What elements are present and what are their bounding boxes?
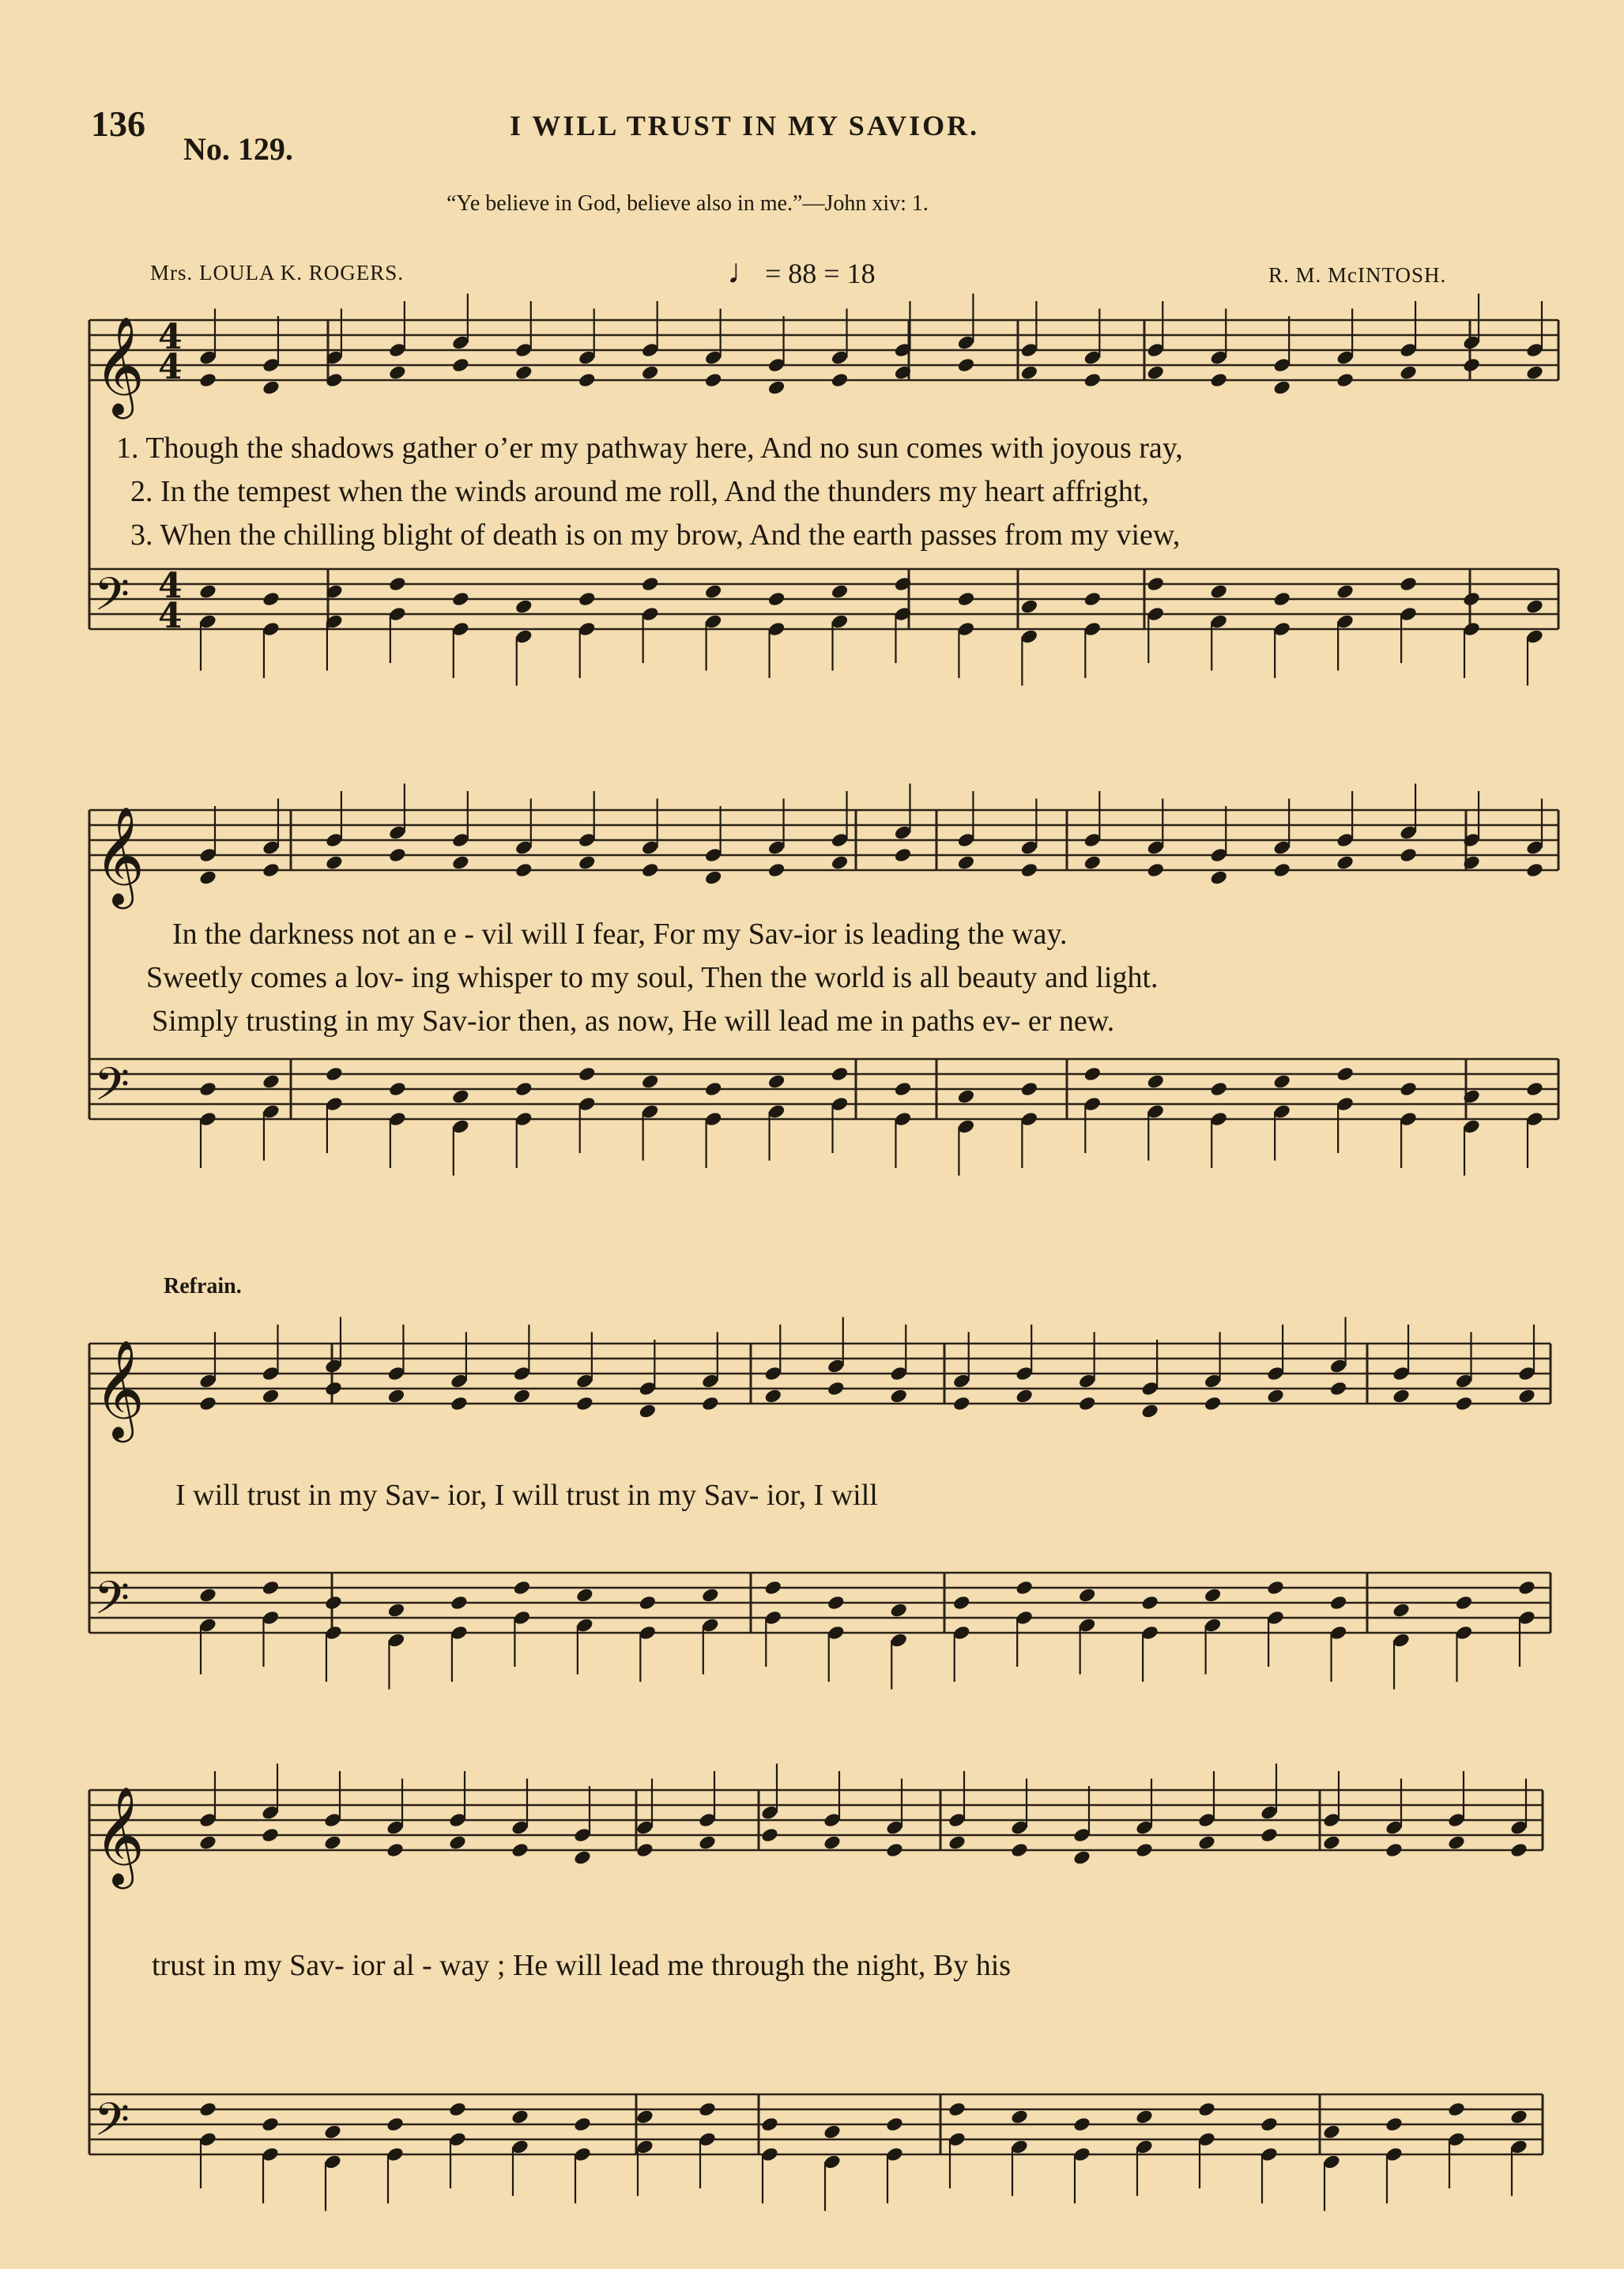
- note-head: [638, 1594, 657, 1611]
- note-head: [1399, 1080, 1418, 1097]
- note-head: [514, 861, 533, 878]
- note-head: [261, 1388, 280, 1404]
- note-head: [635, 2109, 654, 2125]
- note-head: [952, 1594, 971, 1611]
- treble-clef-icon: 𝄞: [94, 1340, 145, 1438]
- note-head: [1462, 356, 1481, 373]
- note-head: [1447, 1834, 1466, 1851]
- note-head: [1204, 1395, 1223, 1412]
- note-head: [450, 1594, 469, 1611]
- note-head: [198, 2101, 217, 2117]
- note-head: [1083, 590, 1102, 607]
- note-head: [448, 2101, 467, 2117]
- note-head: [1266, 1579, 1285, 1596]
- note-head: [1135, 1841, 1154, 1858]
- note-head: [1509, 2109, 1528, 2125]
- note-head: [889, 1388, 908, 1404]
- note-head: [893, 1080, 912, 1097]
- note-head: [956, 590, 975, 607]
- refrain-lyric-line-2: trust in my Sav- ior al - way ; He will lead me through the night, By his: [152, 1949, 1012, 1982]
- note-head: [261, 1826, 280, 1843]
- note-head: [512, 1579, 531, 1596]
- tempo-value: = 88 = 18: [765, 258, 876, 289]
- note-head: [1015, 1388, 1034, 1404]
- stanza-3-line-b: Simply trusting in my Sav-ior then, as now, He will lead me in paths ev- er new.: [152, 1004, 1115, 1038]
- note-head: [763, 1579, 782, 1596]
- note-head: [578, 1065, 597, 1082]
- note-head: [1266, 1388, 1285, 1404]
- composer-credit: R. M. McINTOSH.: [1268, 263, 1447, 287]
- note-head: [386, 1602, 405, 1619]
- epigraph: “Ye believe in God, believe also in me.”—John xiv: 1.: [447, 191, 929, 216]
- note-head: [578, 854, 597, 871]
- note-head: [578, 590, 597, 607]
- note-head: [261, 1579, 280, 1596]
- note-head: [1385, 2116, 1404, 2132]
- note-head: [1140, 1594, 1159, 1611]
- note-head: [448, 1834, 467, 1851]
- note-head: [885, 2116, 904, 2132]
- note-head: [763, 1388, 782, 1404]
- note-head: [512, 1388, 531, 1404]
- note-head: [514, 598, 533, 615]
- note-head: [1447, 2101, 1466, 2117]
- note-head: [831, 583, 850, 600]
- note-head: [1525, 598, 1544, 615]
- note-head: [1509, 1841, 1528, 1858]
- note-head: [324, 1594, 343, 1611]
- note-head: [1146, 364, 1165, 381]
- note-head: [1336, 371, 1355, 388]
- note-head: [578, 371, 597, 388]
- note-head: [1019, 364, 1038, 381]
- note-head: [641, 364, 660, 381]
- note-head: [1209, 583, 1228, 600]
- note-head: [641, 1073, 660, 1090]
- note-head: [323, 2124, 342, 2140]
- note-head: [704, 869, 723, 886]
- note-head: [1329, 1594, 1348, 1611]
- note-head: [952, 1395, 971, 1412]
- note-head: [831, 371, 850, 388]
- note-head: [511, 2109, 529, 2125]
- note-head: [198, 1395, 217, 1412]
- note-head: [1455, 1395, 1474, 1412]
- note-head: [198, 371, 217, 388]
- note-head: [1272, 379, 1291, 396]
- note-head: [641, 861, 660, 878]
- note-head: [1525, 861, 1544, 878]
- note-head: [760, 2116, 779, 2132]
- note-head: [198, 1834, 217, 1851]
- note-head: [1322, 1834, 1341, 1851]
- bass-clef-icon: 𝄢: [94, 567, 130, 632]
- clef-icons: [94, 316, 183, 2158]
- stanza-3-line-a: 3. When the chilling blight of death is on my brow, And the earth passes from my view,: [130, 518, 1181, 552]
- note-head: [827, 1594, 846, 1611]
- note-head: [325, 1065, 344, 1082]
- note-head: [823, 2124, 842, 2140]
- note-head: [641, 575, 660, 592]
- note-head: [514, 364, 533, 381]
- note-head: [1083, 371, 1102, 388]
- note-head: [262, 861, 281, 878]
- note-head: [514, 1080, 533, 1097]
- note-head: [1336, 583, 1355, 600]
- note-head: [827, 1380, 846, 1396]
- note-head: [1072, 2116, 1091, 2132]
- note-head: [704, 371, 723, 388]
- bass-clef-icon: 𝄢: [94, 1571, 130, 1636]
- note-head: [1019, 1080, 1038, 1097]
- note-head: [1399, 846, 1418, 863]
- note-head: [1209, 371, 1228, 388]
- note-head: [1197, 1834, 1216, 1851]
- note-head: [704, 1080, 723, 1097]
- note-head: [893, 846, 912, 863]
- note-head: [1209, 869, 1228, 886]
- note-head: [1517, 1388, 1536, 1404]
- note-head: [1078, 1395, 1097, 1412]
- note-head: [1399, 575, 1418, 592]
- note-head: [1385, 1841, 1404, 1858]
- stanza-2-line-a: 2. In the tempest when the winds around me roll, And the thunders my heart affright,: [130, 475, 1149, 508]
- note-head: [1462, 590, 1481, 607]
- note-head: [323, 1834, 342, 1851]
- note-head: [1329, 1380, 1348, 1396]
- note-head: [451, 854, 470, 871]
- note-head: [198, 1080, 217, 1097]
- note-head: [1083, 854, 1102, 871]
- note-head: [638, 1403, 657, 1419]
- note-head: [1146, 861, 1165, 878]
- note-head: [1072, 1849, 1091, 1866]
- note-head: [1140, 1403, 1159, 1419]
- note-head: [451, 356, 470, 373]
- note-head: [701, 1395, 720, 1412]
- barlines: [89, 320, 1558, 2154]
- stanza-1-line-b: In the darkness not an e - vil will I fear, For my Sav-ior is leading the way.: [172, 918, 1068, 951]
- note-head: [386, 1841, 405, 1858]
- hymn-number: No. 129.: [183, 131, 293, 167]
- note-head: [1015, 1579, 1034, 1596]
- note-head: [1019, 861, 1038, 878]
- treble-clef-icon: 𝄞: [94, 806, 145, 905]
- note-head: [1197, 2101, 1216, 2117]
- note-head: [388, 364, 407, 381]
- note-head: [388, 575, 407, 592]
- note-head: [1272, 590, 1291, 607]
- note-head: [1392, 1602, 1411, 1619]
- note-head: [262, 1073, 281, 1090]
- note-head: [451, 1088, 470, 1105]
- note-head: [1204, 1587, 1223, 1604]
- note-head: [956, 1088, 975, 1105]
- note-head: [767, 861, 786, 878]
- note-head: [198, 1587, 217, 1604]
- note-head: [1336, 1065, 1355, 1082]
- note-head: [1525, 364, 1544, 381]
- note-head: [1272, 1073, 1291, 1090]
- treble-clef-icon: 𝄞: [94, 316, 145, 415]
- treble-time-signature: 4: [158, 347, 183, 387]
- note-head: [1260, 2116, 1279, 2132]
- refrain-lyric-line-1: I will trust in my Sav- ior, I will trust in my Sav- ior, I will: [175, 1479, 878, 1512]
- note-head: [885, 1841, 904, 1858]
- note-head: [573, 1849, 592, 1866]
- note-head: [889, 1602, 908, 1619]
- note-head: [198, 869, 217, 886]
- note-head: [1146, 1073, 1165, 1090]
- note-head: [1010, 2109, 1029, 2125]
- quarter-note-icon: ♩: [727, 252, 762, 291]
- note-head: [767, 1073, 786, 1090]
- note-head: [386, 2116, 405, 2132]
- note-head: [956, 356, 975, 373]
- note-head: [1322, 2124, 1341, 2140]
- note-head: [698, 2101, 717, 2117]
- note-head: [388, 846, 407, 863]
- note-head: [767, 590, 786, 607]
- note-head: [388, 1080, 407, 1097]
- note-head: [1209, 1080, 1228, 1097]
- note-head: [831, 854, 850, 871]
- hymn-title: I WILL TRUST IN MY SAVIOR.: [510, 110, 980, 141]
- note-head: [386, 1388, 405, 1404]
- note-head: [1019, 598, 1038, 615]
- note-head: [1010, 1841, 1029, 1858]
- note-head: [1392, 1388, 1411, 1404]
- note-head: [1399, 364, 1418, 381]
- note-head: [1135, 2109, 1154, 2125]
- note-head: [198, 583, 217, 600]
- note-head: [451, 590, 470, 607]
- refrain-label: Refrain.: [164, 1274, 242, 1298]
- bass-clef-icon: 𝄢: [94, 1057, 130, 1122]
- stanza-2-line-b: Sweetly comes a lov- ing whisper to my soul, Then the world is all beauty and light.: [146, 961, 1159, 994]
- note-head: [948, 2101, 966, 2117]
- note-head: [262, 590, 281, 607]
- note-head: [450, 1395, 469, 1412]
- note-head: [760, 1826, 779, 1843]
- note-head: [1260, 1826, 1279, 1843]
- note-head: [1078, 1587, 1097, 1604]
- bass-time-signature: 4: [158, 566, 183, 606]
- lyricist-credit: Mrs. LOULA K. ROGERS.: [150, 261, 405, 285]
- note-head: [767, 379, 786, 396]
- note-heads: [198, 334, 1544, 2170]
- note-head: [956, 854, 975, 871]
- note-head: [704, 583, 723, 600]
- note-head: [324, 1380, 343, 1396]
- note-head: [261, 2116, 280, 2132]
- note-head: [698, 1834, 717, 1851]
- note-head: [325, 854, 344, 871]
- note-head: [262, 379, 281, 396]
- note-head: [1517, 1579, 1536, 1596]
- note-head: [635, 1841, 654, 1858]
- note-head: [575, 1395, 594, 1412]
- note-head: [1525, 1080, 1544, 1097]
- stanza-1-line-a: 1. Though the shadows gather o’er my pathway here, And no sun comes with joyous ray,: [116, 432, 1183, 465]
- note-head: [573, 2116, 592, 2132]
- note-head: [1455, 1594, 1474, 1611]
- bass-time-signature: 4: [158, 596, 183, 636]
- staff-lines: [89, 320, 1558, 2154]
- note-head: [1272, 861, 1291, 878]
- note-head: [1083, 1065, 1102, 1082]
- note-head: [831, 1065, 850, 1082]
- bass-clef-icon: 𝄢: [94, 2093, 130, 2158]
- note-head: [1336, 854, 1355, 871]
- note-head: [701, 1587, 720, 1604]
- page-number: 136: [91, 104, 145, 144]
- note-head: [1146, 575, 1165, 592]
- treble-clef-icon: 𝄞: [94, 1786, 145, 1885]
- note-head: [948, 1834, 966, 1851]
- treble-time-signature: 4: [158, 317, 183, 357]
- note-head: [511, 1841, 529, 1858]
- note-head: [823, 1834, 842, 1851]
- note-head: [575, 1587, 594, 1604]
